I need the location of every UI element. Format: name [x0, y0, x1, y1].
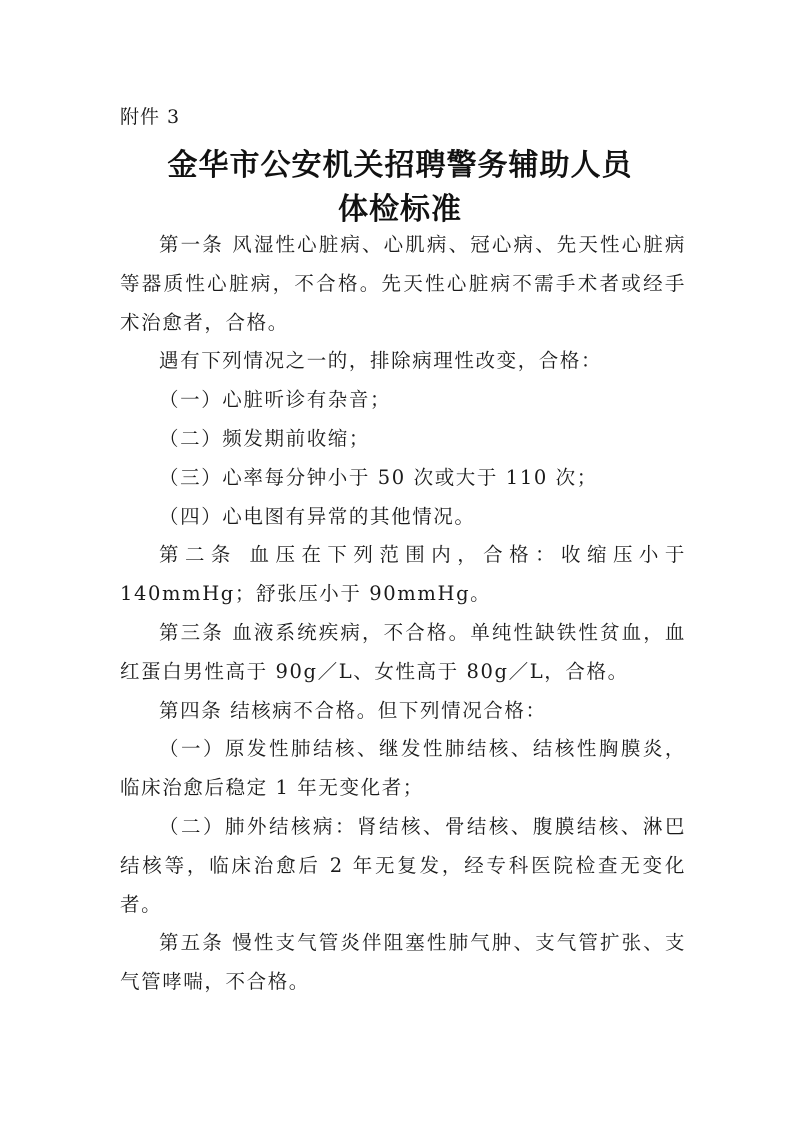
- article-5: 第五条 慢性支气管炎伴阻塞性肺气肿、支气管扩张、支气管哮喘，不合格。: [120, 931, 686, 994]
- document-body: [120, 226, 686, 1002]
- document-title-line-1: 金华市公安机关招聘警务辅助人员: [167, 148, 633, 183]
- article-3: 第三条 血液系统疾病，不合格。单纯性缺铁性贫血，血红蛋白男性高于 90g／L、女性高于 80g／L，合格。: [120, 620, 686, 683]
- article-4-item-2: （二）肺外结核病：肾结核、骨结核、腹膜结核、淋巴结核等，临床治愈后 2 年无复发，经专科医院检查无变化者。: [120, 814, 686, 916]
- article-1-exceptions-intro: 遇有下列情况之一的，排除病理性改变，合格：: [159, 349, 603, 373]
- article-1-item-3: （三）心率每分钟小于 50 次或大于 110 次；: [159, 465, 598, 489]
- document-title-line-2: 体检标准: [338, 192, 462, 227]
- article-1-item-2: （二）频发期前收缩；: [159, 426, 371, 450]
- article-1-item-4: （四）心电图有异常的其他情况。: [159, 504, 476, 528]
- article-1: 第一条 风湿性心脏病、心肌病、冠心病、先天性心脏病等器质性心脏病，不合格。先天性心脏病不需手术者或经手术治愈者，合格。: [120, 233, 686, 334]
- attachment-label: 附件 3: [120, 106, 181, 128]
- article-1-item-1: （一）心脏听诊有杂音；: [159, 388, 392, 412]
- article-4-item-1: （一）原发性肺结核、继发性肺结核、结核性胸膜炎，临床治愈后稳定 1 年无变化者；: [120, 737, 686, 800]
- article-2: 第二条 血压在下列范围内，合格：收缩压小于 140mmHg；舒张压小于 90mmHg。: [120, 543, 686, 606]
- article-4: 第四条 结核病不合格。但下列情况合格：: [159, 698, 547, 722]
